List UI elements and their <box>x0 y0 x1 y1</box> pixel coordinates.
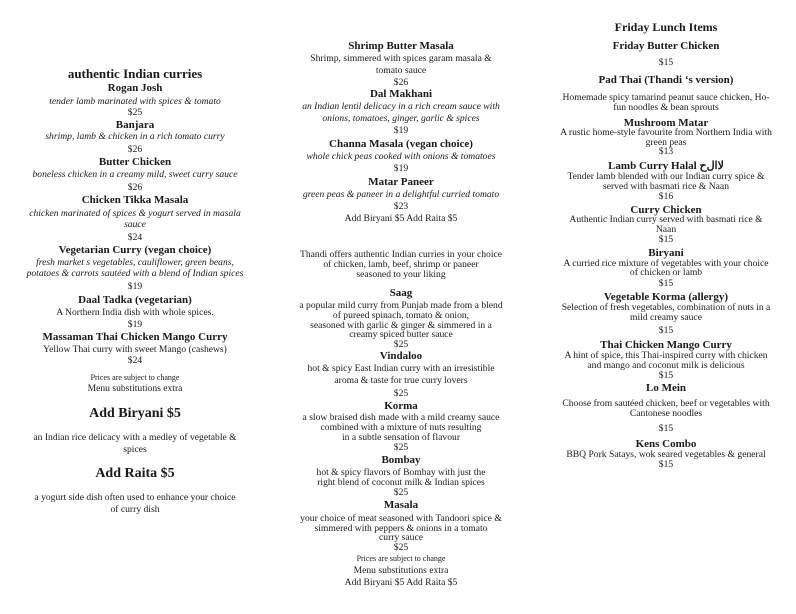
col3-line-30: Lo Mein <box>645 382 687 394</box>
col3-line-29: $15 <box>658 370 674 381</box>
col2-line-14: Add Biryani $5 Add Raita $5 <box>344 213 458 224</box>
col2-line-33: Bombay <box>381 454 421 466</box>
col2-line-39: simmered with peppers & onions in a tomato <box>314 523 488 534</box>
col2-line-43: Menu substitutions extra <box>353 565 449 576</box>
col1-line-6: $26 <box>127 144 143 155</box>
col3-line-0: Friday Lunch Items <box>614 20 718 34</box>
col3-line-14: Curry Chicken <box>630 204 702 216</box>
col1-line-2: tender lamb marinated with spices & tomato <box>49 96 221 107</box>
col1-line-25: Menu substitutions extra <box>87 383 183 394</box>
col1-line-28: spices <box>123 444 147 455</box>
col3-line-32: Cantonese noodles <box>629 408 703 419</box>
col2-line-17: seasoned to your liking <box>356 269 446 280</box>
col1-line-20: $19 <box>127 319 143 330</box>
col3-line-12: served with basmati rice & Naan <box>602 181 729 192</box>
col3-line-26: Thai Chicken Mango Curry <box>600 339 732 351</box>
col3-line-23: Selection of fresh vegetables, combination of nuts in a <box>561 302 771 313</box>
col2-line-6: onions, tomatoes, ginger, garlic & spices <box>322 113 480 124</box>
col3-line-5: fun noodles & bean sprouts <box>613 102 719 113</box>
col2-line-16: of chicken, lamb, beef, shrimp or paneer <box>323 259 479 270</box>
col1-line-11: chicken marinated of spices & yogurt served in masala <box>29 208 241 219</box>
col2-line-20: of pureed spinach, tomato & onion, <box>332 310 470 321</box>
col3-line-16: Naan <box>655 224 677 235</box>
col1-line-17: $19 <box>127 281 143 292</box>
col3-line-6: Mushroom Matar <box>623 117 709 129</box>
col2-line-37: Masala <box>383 499 419 511</box>
col2-line-3: $26 <box>393 77 409 88</box>
col2-line-21: seasoned with garlic & ginger & simmered in a <box>310 320 492 331</box>
col1-line-10: Chicken Tikka Masala <box>81 194 189 206</box>
col2-line-19: a popular mild curry from Punjab made from a blend <box>299 300 503 311</box>
col1-line-27: an Indian rice delicacy with a medley of vegetable & <box>33 432 237 443</box>
col3-line-10: Lamb Curry Halal ﻻﺍﻝﺡ <box>608 160 724 172</box>
col3-line-11: Tender lamb blended with our Indian curry spice & <box>567 171 765 182</box>
col2-line-11: Matar Paneer <box>368 176 434 188</box>
col1-line-12: sauce <box>124 219 146 230</box>
col1-line-31: of curry dish <box>110 504 160 515</box>
col2-line-13: $23 <box>393 201 409 212</box>
col2-line-15: Thandi offers authentic Indian curries in your choice <box>299 249 503 260</box>
col1-line-29: Add Raita $5 <box>95 466 175 481</box>
col3-line-7: A rustic home-style favourite from Northern India with <box>560 127 772 138</box>
col3-line-24: mild creamy sauce <box>630 312 702 323</box>
col2-line-4: Dal Makhani <box>369 88 433 100</box>
col2-line-8: Channa Masala (vegan choice) <box>329 138 473 150</box>
col3-line-36: $15 <box>658 459 674 470</box>
col2-line-29: a slow braised dish made with a mild creamy sauce <box>302 412 500 423</box>
col2-line-26: aroma & taste for true curry lovers <box>334 375 468 386</box>
col2-line-32: $25 <box>393 442 409 453</box>
col1-line-13: $24 <box>127 232 143 243</box>
col3-line-13: $16 <box>658 191 674 202</box>
col1-line-15: fresh market s vegetables, cauliflower, green beans, <box>36 257 234 268</box>
col2-line-44: Add Biryani $5 Add Raita $5 <box>344 577 458 588</box>
col2-line-27: $25 <box>393 388 409 399</box>
col3-line-35: BBQ Pork Satays, wok seared vegetables & general <box>566 449 766 460</box>
col2-line-1: Shrimp, simmered with spices garam masala & <box>310 53 492 64</box>
col1-line-5: shrimp, lamb & chicken in a rich tomato curry <box>45 131 225 142</box>
col3-line-18: Biryani <box>648 247 684 259</box>
col1-line-4: Banjara <box>115 119 155 131</box>
col2-line-42: Prices are subject to change <box>356 554 446 563</box>
col3-line-1: Friday Butter Chicken <box>612 40 720 52</box>
col2-line-2: tomato sauce <box>375 65 427 76</box>
col2-line-24: Vindaloo <box>379 350 423 362</box>
col2-line-35: right blend of coconut milk & Indian spices <box>317 477 485 488</box>
col1-line-16: potatoes & carrots sautéed with a blend of Indian spices <box>26 268 244 279</box>
col1-line-23: $24 <box>127 355 143 366</box>
col2-line-38: your choice of meat seasoned with Tandoori spice & <box>300 513 502 524</box>
col2-line-7: $19 <box>393 125 409 136</box>
col2-line-31: in a subtle sensation of flavour <box>341 432 461 443</box>
col1-line-26: Add Biryani $5 <box>89 406 181 421</box>
col3-line-19: A curried rice mixture of vegetables with your choice <box>563 258 769 269</box>
col3-line-9: $13 <box>658 146 674 157</box>
col1-line-30: a yogurt side dish often used to enhance your choice <box>34 492 236 503</box>
col2-line-25: hot & spicy East Indian curry with an irresistible <box>307 363 495 374</box>
col3-line-21: $15 <box>658 278 674 289</box>
col3-line-31: Choose from sautéed chicken, beef or vegetables with <box>562 398 770 409</box>
col3-line-25: $15 <box>658 325 674 336</box>
col3-line-3: Pad Thai (Thandi ‘s version) <box>598 74 734 86</box>
col3-line-17: $15 <box>658 234 674 245</box>
col2-line-36: $25 <box>393 487 409 498</box>
col1-line-0: authentic Indian curries <box>67 66 203 81</box>
col1-line-8: boneless chicken in a creamy mild, sweet curry sauce <box>32 169 238 180</box>
col2-line-10: $19 <box>393 163 409 174</box>
col2-line-22: creamy spiced butter sauce <box>349 329 453 340</box>
col3-line-22: Vegetable Korma (allergy) <box>603 291 729 303</box>
col1-line-3: $25 <box>127 107 143 118</box>
col3-line-28: and mango and coconut milk is delicious <box>587 360 745 371</box>
col3-line-4: Homemade spicy tamarind peanut sauce chicken, Ho- <box>562 92 770 103</box>
col2-line-0: Shrimp Butter Masala <box>348 40 454 52</box>
col1-line-24: Prices are subject to change <box>90 373 180 382</box>
col2-line-41: $25 <box>393 542 409 553</box>
col2-line-12: green peas & paneer in a delightful curried tomato <box>302 189 500 200</box>
col3-line-34: Kens Combo <box>635 438 697 450</box>
col3-line-2: $15 <box>658 57 674 68</box>
col2-line-5: an Indian lentil delicacy in a rich cream sauce with <box>302 101 500 112</box>
col3-line-33: $15 <box>658 423 674 434</box>
col3-line-15: Authentic Indian curry served with basmati rice & <box>569 214 763 225</box>
col1-line-18: Daal Tadka (vegetarian) <box>78 294 192 306</box>
col1-line-9: $26 <box>127 182 143 193</box>
col3-line-20: of chicken or lamb <box>629 267 703 278</box>
col2-line-34: hot & spicy flavors of Bombay with just the <box>316 467 486 478</box>
col2-line-28: Korma <box>384 400 418 412</box>
col3-line-27: A hint of spice, this Thai-inspired curry with chicken <box>564 350 768 361</box>
col1-line-22: Yellow Thai curry with sweet Mango (cashews) <box>43 344 227 355</box>
col1-line-7: Butter Chicken <box>98 156 172 168</box>
col1-line-14: Vegetarian Curry (vegan choice) <box>58 244 212 256</box>
col2-line-18: Saag <box>389 287 413 299</box>
col2-line-30: combined with a mixture of nuts resulting <box>320 422 482 433</box>
col2-line-40: curry sauce <box>379 532 423 543</box>
col1-line-21: Massaman Thai Chicken Mango Curry <box>42 331 228 343</box>
col2-line-9: whole chick peas cooked with onions & tomatoes <box>306 151 496 162</box>
col2-line-23: $25 <box>393 339 409 350</box>
col1-line-1: Rogan Josh <box>107 82 163 94</box>
col1-line-19: A Northern India dish with whole spices. <box>56 307 214 318</box>
col3-line-8: green peas <box>645 137 687 148</box>
